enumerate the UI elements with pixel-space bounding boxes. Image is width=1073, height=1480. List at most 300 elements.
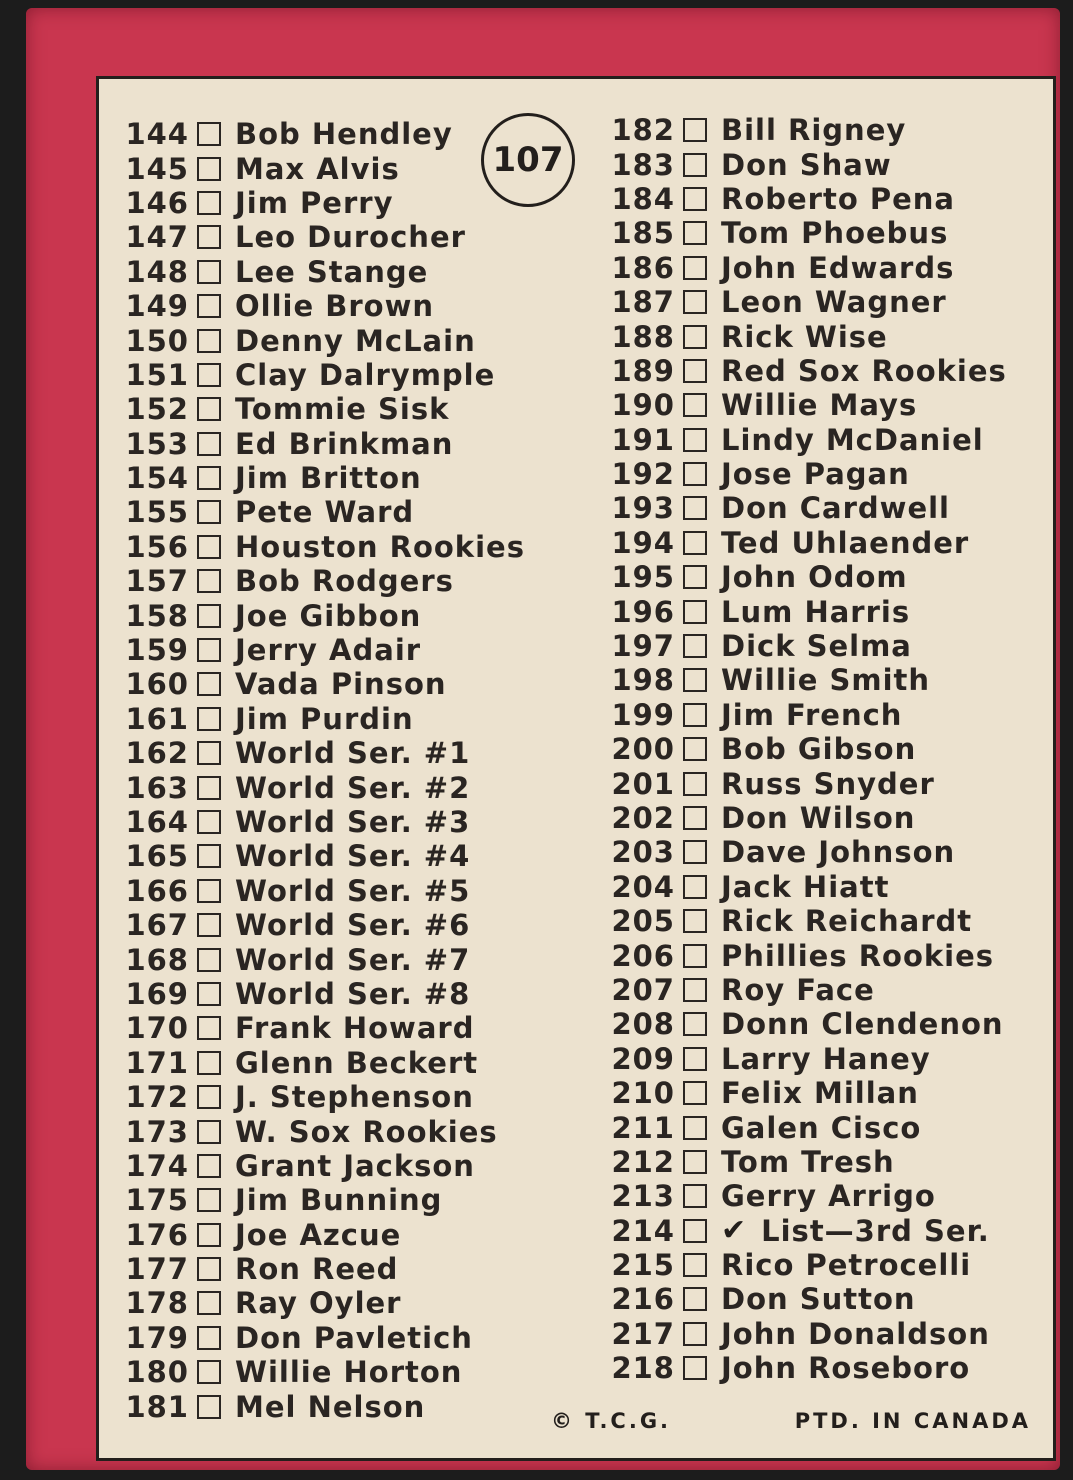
player-name: Jim French <box>721 697 903 732</box>
player-name: Clay Dalrymple <box>235 357 496 392</box>
checkbox[interactable] <box>683 668 707 692</box>
checklist-row <box>119 1114 525 1148</box>
checkbox[interactable] <box>683 187 707 211</box>
player-name: Rick Reichardt <box>721 904 973 939</box>
card-number: 151 <box>125 357 189 392</box>
checklist-row <box>119 1046 525 1080</box>
checkbox[interactable] <box>683 153 707 177</box>
card-number: 180 <box>125 1355 189 1390</box>
card-number: 196 <box>611 594 675 629</box>
player-name: Tom Tresh <box>721 1144 895 1179</box>
player-name: Bill Rigney <box>721 113 907 148</box>
checklist-row <box>119 1321 525 1355</box>
player-name: Don Pavletich <box>235 1320 473 1355</box>
printed-in-text: PTD. IN CANADA <box>794 1409 1031 1433</box>
checklist-row <box>119 461 525 495</box>
checkbox[interactable] <box>197 948 221 972</box>
checklist-row <box>119 323 525 357</box>
card-number: 210 <box>611 1076 675 1111</box>
player-name: Grant Jackson <box>235 1148 475 1183</box>
player-name: Vada Pinson <box>235 667 447 702</box>
checklist-card <box>26 8 1060 1470</box>
player-name: Rick Wise <box>721 319 888 354</box>
checkbox[interactable] <box>683 325 707 349</box>
player-name: World Ser. #7 <box>235 942 471 977</box>
checkbox[interactable] <box>683 462 707 486</box>
player-name: World Ser. #5 <box>235 873 471 908</box>
checklist-row <box>119 289 525 323</box>
card-number: 209 <box>611 1041 675 1076</box>
checkbox[interactable] <box>197 432 221 456</box>
player-name: Lindy McDaniel <box>721 422 984 457</box>
checkbox[interactable] <box>197 1154 221 1178</box>
card-number: 147 <box>125 220 189 255</box>
checklist-row <box>119 805 525 839</box>
card-number: 168 <box>125 942 189 977</box>
checklist-row <box>605 1248 1007 1282</box>
checkbox[interactable] <box>683 634 707 658</box>
checklist-row <box>119 1149 525 1183</box>
checklist-row <box>119 151 525 185</box>
checkbox[interactable] <box>683 221 707 245</box>
card-number: 173 <box>125 1114 189 1149</box>
checkbox[interactable] <box>197 1120 221 1144</box>
checklist-row <box>119 942 525 976</box>
left-checklist-column <box>119 117 525 1424</box>
card-number: 174 <box>125 1148 189 1183</box>
player-name: Bob Hendley <box>235 117 453 152</box>
player-name: Pete Ward <box>235 495 415 530</box>
player-name: Dave Johnson <box>721 835 956 870</box>
checkbox[interactable] <box>683 1184 707 1208</box>
card-number: 177 <box>125 1252 189 1287</box>
checklist-row <box>605 1351 1007 1385</box>
player-name: Lee Stange <box>235 254 429 289</box>
checkbox[interactable] <box>197 397 221 421</box>
checkbox[interactable] <box>683 1081 707 1105</box>
player-name: John Odom <box>721 560 908 595</box>
player-name: Leo Durocher <box>235 220 466 255</box>
card-number: 156 <box>125 529 189 564</box>
checkbox[interactable] <box>197 879 221 903</box>
card-number: 186 <box>611 250 675 285</box>
player-name: J. Stephenson <box>235 1080 474 1115</box>
card-number: 172 <box>125 1080 189 1115</box>
player-name: Tommie Sisk <box>235 392 450 427</box>
checklist-row <box>605 663 1007 697</box>
checkbox[interactable] <box>683 806 707 830</box>
checkmark-icon: ✔ <box>721 1213 748 1249</box>
checkbox[interactable] <box>683 565 707 589</box>
checklist-row <box>605 1076 1007 1110</box>
checklist-row <box>605 938 1007 972</box>
card-number: 213 <box>611 1179 675 1214</box>
player-name: Gerry Arrigo <box>721 1179 936 1214</box>
card-number: 204 <box>611 869 675 904</box>
checklist-row <box>119 598 525 632</box>
player-name: World Ser. #2 <box>235 770 471 805</box>
checkbox[interactable] <box>197 1085 221 1109</box>
card-number: 212 <box>611 1144 675 1179</box>
checkbox[interactable] <box>683 359 707 383</box>
player-name: John Donaldson <box>721 1316 990 1351</box>
checklist-row <box>605 801 1007 835</box>
checklist-row <box>605 1179 1007 1213</box>
player-name: Houston Rookies <box>235 529 525 564</box>
player-name: Jim Britton <box>235 461 422 496</box>
player-name: Bob Rodgers <box>235 564 454 599</box>
checkbox[interactable] <box>197 260 221 284</box>
checklist-row <box>119 427 525 461</box>
card-number: 199 <box>611 697 675 732</box>
checkbox[interactable] <box>197 1360 221 1384</box>
checkbox[interactable] <box>197 604 221 628</box>
checkbox[interactable] <box>683 600 707 624</box>
player-name: World Ser. #4 <box>235 839 471 874</box>
card-number: 184 <box>611 181 675 216</box>
checkbox[interactable] <box>683 496 707 520</box>
checkbox[interactable] <box>197 913 221 937</box>
checklist-row <box>119 633 525 667</box>
player-name: Ray Oyler <box>235 1286 402 1321</box>
player-name: Willie Mays <box>721 388 918 423</box>
checkbox[interactable] <box>683 1012 707 1036</box>
player-name: Don Cardwell <box>721 491 950 526</box>
player-name: Joe Azcue <box>235 1217 402 1252</box>
player-name: Jim Purdin <box>235 701 414 736</box>
player-name: Ted Uhlaender <box>721 525 970 560</box>
card-number-badge: 107 <box>481 113 575 207</box>
checkbox[interactable] <box>197 707 221 731</box>
card-footer <box>551 1409 1031 1433</box>
checkbox[interactable] <box>683 393 707 417</box>
card-number: 207 <box>611 972 675 1007</box>
checkbox[interactable] <box>197 1291 221 1315</box>
checklist-row <box>119 392 525 426</box>
player-name: Red Sox Rookies <box>721 353 1007 388</box>
checkbox[interactable] <box>197 157 221 181</box>
card-number: 158 <box>125 598 189 633</box>
player-name: Larry Haney <box>721 1041 931 1076</box>
checklist-row <box>119 977 525 1011</box>
checkbox[interactable] <box>197 672 221 696</box>
checklist-row <box>605 1042 1007 1076</box>
checkbox[interactable] <box>197 1326 221 1350</box>
card-number: 216 <box>611 1282 675 1317</box>
player-name: Ron Reed <box>235 1252 399 1287</box>
player-name: Frank Howard <box>235 1011 475 1046</box>
card-number: 202 <box>611 801 675 835</box>
player-name: Jose Pagan <box>721 457 910 492</box>
card-number: 191 <box>611 422 675 457</box>
card-number: 169 <box>125 976 189 1011</box>
player-name: Don Shaw <box>721 147 892 182</box>
checkbox[interactable] <box>197 1257 221 1281</box>
player-name: Russ Snyder <box>721 766 935 801</box>
checklist-row <box>605 560 1007 594</box>
card-number: 187 <box>611 285 675 320</box>
player-name: Glenn Beckert <box>235 1045 479 1080</box>
checkbox[interactable] <box>197 1016 221 1040</box>
card-number: 171 <box>125 1045 189 1080</box>
checklist-row <box>605 732 1007 766</box>
checklist-row <box>119 564 525 598</box>
checkbox[interactable] <box>683 875 707 899</box>
checklist-row <box>605 457 1007 491</box>
card-number: 165 <box>125 839 189 874</box>
checklist-row <box>605 629 1007 663</box>
card-number: 154 <box>125 461 189 496</box>
player-name: Bob Gibson <box>721 732 917 767</box>
card-number: 195 <box>611 560 675 595</box>
checkbox[interactable] <box>197 122 221 146</box>
checkbox[interactable] <box>197 294 221 318</box>
checkbox[interactable] <box>683 944 707 968</box>
card-number: 206 <box>611 938 675 973</box>
player-name: World Ser. #6 <box>235 908 471 943</box>
checklist-row <box>605 594 1007 628</box>
card-number: 190 <box>611 388 675 423</box>
checklist-row <box>605 526 1007 560</box>
checklist-row <box>119 255 525 289</box>
card-number: 201 <box>611 766 675 801</box>
card-number: 148 <box>125 254 189 289</box>
card-number: 166 <box>125 873 189 908</box>
checklist-row <box>119 220 525 254</box>
player-name: Max Alvis <box>235 151 400 186</box>
player-name: Don Wilson <box>721 801 916 835</box>
right-checklist-column <box>605 113 1007 1385</box>
card-number: 146 <box>125 185 189 220</box>
checkbox[interactable] <box>683 118 707 142</box>
card-number: 162 <box>125 736 189 771</box>
checklist-row <box>605 113 1007 147</box>
checklist-row <box>605 491 1007 525</box>
player-name: World Ser. #8 <box>235 976 471 1011</box>
card-number: 208 <box>611 1007 675 1042</box>
checkbox[interactable] <box>197 1188 221 1212</box>
checkbox[interactable] <box>197 329 221 353</box>
checklist-row <box>119 1355 525 1389</box>
checklist-row <box>119 908 525 942</box>
card-number: 193 <box>611 491 675 526</box>
player-name: List—3rd Ser. <box>761 1213 990 1248</box>
checklist-row <box>605 1214 1007 1248</box>
card-number: 152 <box>125 392 189 427</box>
player-name: Leon Wagner <box>721 285 947 320</box>
checklist-row <box>605 182 1007 216</box>
card-number: 150 <box>125 323 189 358</box>
checkbox[interactable] <box>197 982 221 1006</box>
checkbox[interactable] <box>197 535 221 559</box>
checkbox[interactable] <box>683 1253 707 1277</box>
player-name: Ollie Brown <box>235 289 435 324</box>
checkbox[interactable] <box>197 569 221 593</box>
player-name: Joe Gibbon <box>235 598 422 633</box>
card-number: 144 <box>125 117 189 152</box>
checklist-row <box>119 1080 525 1114</box>
checklist-row <box>119 186 525 220</box>
card-number: 164 <box>125 805 189 839</box>
checklist-row <box>119 358 525 392</box>
checklist-row <box>119 1389 525 1423</box>
player-name: Ed Brinkman <box>235 426 454 461</box>
player-name: Tom Phoebus <box>721 216 949 251</box>
checkbox[interactable] <box>197 500 221 524</box>
checklist-row <box>119 770 525 804</box>
checklist-row <box>119 839 525 873</box>
checklist-row <box>119 1252 525 1286</box>
checklist-row <box>119 1183 525 1217</box>
player-name: Donn Clendenon <box>721 1007 1004 1042</box>
card-number: 183 <box>611 147 675 182</box>
player-name: Don Sutton <box>721 1282 916 1317</box>
card-inner-panel <box>96 76 1056 1461</box>
checkbox[interactable] <box>683 428 707 452</box>
checklist-row <box>605 1317 1007 1351</box>
checkbox[interactable] <box>683 772 707 796</box>
player-name: Jerry Adair <box>235 633 422 668</box>
card-number: 153 <box>125 426 189 461</box>
checklist-row <box>119 1011 525 1045</box>
card-number: 149 <box>125 289 189 324</box>
checkbox[interactable] <box>683 909 707 933</box>
player-name: Dick Selma <box>721 629 912 664</box>
card-number: 181 <box>125 1389 189 1424</box>
player-name: Jim Perry <box>235 185 394 220</box>
card-number: 167 <box>125 908 189 943</box>
card-number: 215 <box>611 1248 675 1283</box>
checklist-row <box>605 423 1007 457</box>
checklist-row <box>119 736 525 770</box>
player-name: W. Sox Rookies <box>235 1114 498 1149</box>
card-number: 185 <box>611 216 675 251</box>
card-number: 175 <box>125 1183 189 1218</box>
card-number: 205 <box>611 904 675 939</box>
checklist-row <box>119 667 525 701</box>
checkbox[interactable] <box>683 840 707 864</box>
checklist-row <box>119 530 525 564</box>
checkbox[interactable] <box>197 363 221 387</box>
player-name: Phillies Rookies <box>721 938 995 973</box>
card-number: 170 <box>125 1011 189 1046</box>
checklist-row <box>605 1007 1007 1041</box>
player-name: Jim Bunning <box>235 1183 443 1218</box>
card-number: 189 <box>611 353 675 388</box>
checkbox[interactable] <box>683 1116 707 1140</box>
card-number: 145 <box>125 151 189 186</box>
checklist-row <box>119 1286 525 1320</box>
checklist-row <box>605 904 1007 938</box>
card-number: 203 <box>611 835 675 870</box>
checkbox[interactable] <box>683 703 707 727</box>
checkbox[interactable] <box>197 466 221 490</box>
checkbox[interactable] <box>683 1287 707 1311</box>
checkbox[interactable] <box>197 741 221 765</box>
player-name: World Ser. #1 <box>235 736 471 771</box>
checklist-row <box>119 874 525 908</box>
checkbox[interactable] <box>683 1047 707 1071</box>
card-number: 182 <box>611 113 675 148</box>
checklist-row <box>605 354 1007 388</box>
player-name: Willie Smith <box>721 663 931 698</box>
checkbox[interactable] <box>197 1223 221 1247</box>
checkbox[interactable] <box>683 1150 707 1174</box>
checkbox[interactable] <box>197 638 221 662</box>
player-name: Jack Hiatt <box>721 869 890 904</box>
card-number: 160 <box>125 667 189 702</box>
player-name: Roberto Pena <box>721 181 956 216</box>
checkbox[interactable] <box>197 1051 221 1075</box>
checkbox[interactable] <box>197 1395 221 1419</box>
checkbox[interactable] <box>683 256 707 280</box>
card-number: 218 <box>611 1351 675 1386</box>
card-number: 198 <box>611 663 675 698</box>
card-number: 188 <box>611 319 675 354</box>
player-name: Felix Millan <box>721 1076 919 1111</box>
player-name: Rico Petrocelli <box>721 1248 972 1283</box>
checklist-row <box>605 1145 1007 1179</box>
card-number: 194 <box>611 525 675 560</box>
checklist-row <box>605 388 1007 422</box>
checkbox[interactable] <box>683 1356 707 1380</box>
checklist-row <box>605 251 1007 285</box>
card-number: 157 <box>125 564 189 599</box>
checkbox[interactable] <box>197 844 221 868</box>
checkbox[interactable] <box>683 737 707 761</box>
checklist-row <box>119 1218 525 1252</box>
card-number: 155 <box>125 495 189 530</box>
checklist-row <box>605 1282 1007 1316</box>
card-number: 211 <box>611 1110 675 1145</box>
card-number: 214 <box>611 1213 675 1248</box>
checklist-row <box>605 319 1007 353</box>
checklist-row <box>605 147 1007 181</box>
checklist-row <box>605 698 1007 732</box>
player-name: John Edwards <box>721 250 955 285</box>
player-name: Mel Nelson <box>235 1389 426 1424</box>
checklist-row <box>119 117 525 151</box>
checkbox[interactable] <box>197 810 221 834</box>
checkbox[interactable] <box>683 531 707 555</box>
card-number: 200 <box>611 732 675 767</box>
card-number: 179 <box>125 1320 189 1355</box>
checklist-row <box>605 766 1007 800</box>
checkbox[interactable] <box>197 776 221 800</box>
player-name: Denny McLain <box>235 323 476 358</box>
checkbox[interactable] <box>683 1219 707 1243</box>
card-number: 176 <box>125 1217 189 1252</box>
checkbox[interactable] <box>683 978 707 1002</box>
checkbox[interactable] <box>683 290 707 314</box>
player-name: Lum Harris <box>721 594 911 629</box>
checkbox[interactable] <box>197 225 221 249</box>
card-number: 159 <box>125 633 189 668</box>
player-name: Galen Cisco <box>721 1110 922 1145</box>
card-number: 178 <box>125 1286 189 1321</box>
checkbox[interactable] <box>197 191 221 215</box>
card-number: 217 <box>611 1316 675 1351</box>
checkbox[interactable] <box>683 1322 707 1346</box>
player-name: Willie Horton <box>235 1355 463 1390</box>
player-name: World Ser. #3 <box>235 805 471 839</box>
checklist-row <box>119 702 525 736</box>
checklist-row <box>119 495 525 529</box>
card-number: 161 <box>125 701 189 736</box>
checklist-row <box>605 216 1007 250</box>
checklist-row <box>605 1110 1007 1144</box>
card-number: 197 <box>611 629 675 664</box>
